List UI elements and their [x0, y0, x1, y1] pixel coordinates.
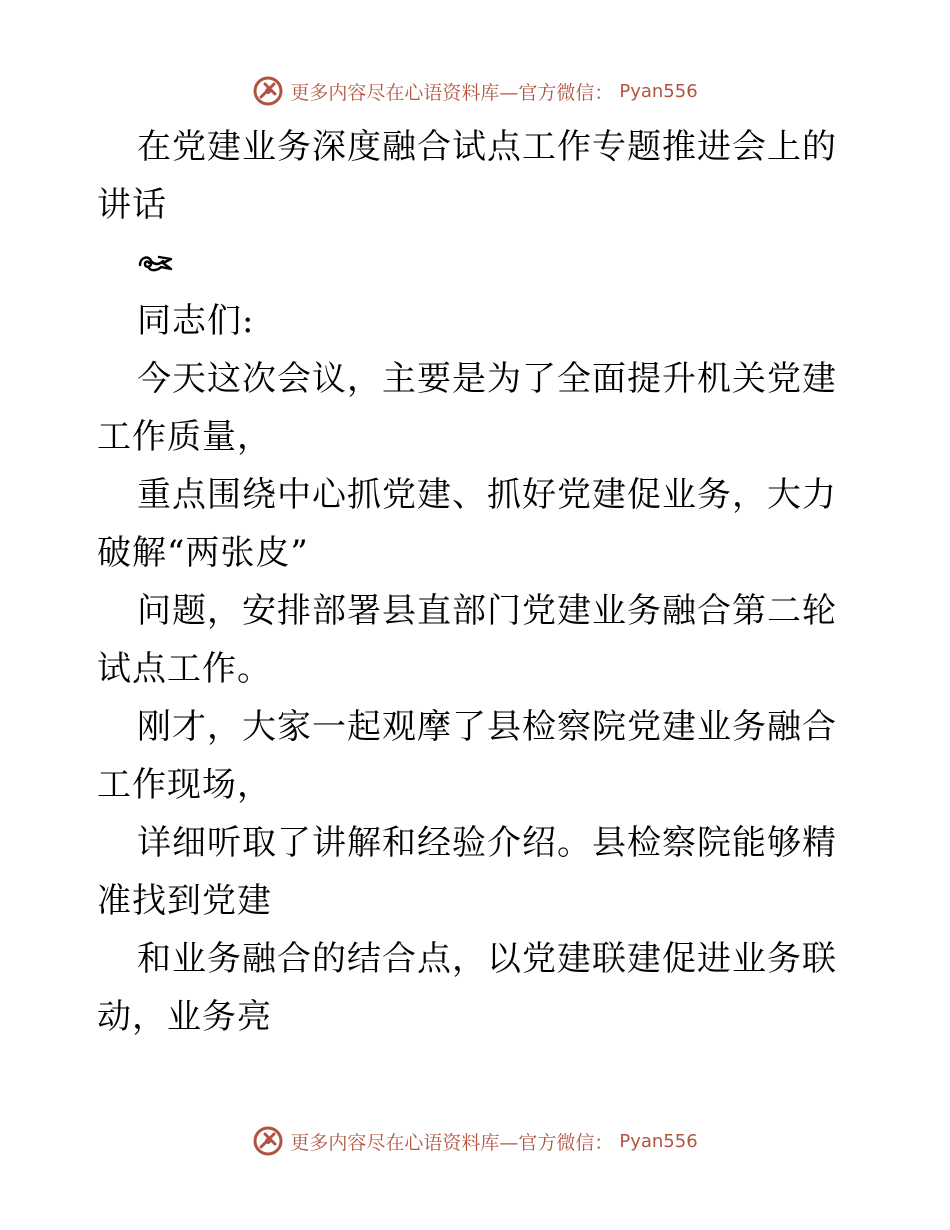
- watermark-wechat: Pyan556: [619, 1130, 698, 1152]
- watermark-wechat: Pyan556: [619, 80, 698, 102]
- seal-logo-icon: [252, 75, 284, 107]
- paragraph: 详细听取了讲解和经验介绍。县检察院能够精准找到党建: [97, 823, 837, 921]
- paragraph: 同志们:: [137, 301, 255, 341]
- paragraph: 问题，安排部署县直部门党建业务融合第二轮试点工作。: [97, 591, 837, 689]
- paragraph: 今天这次会议，主要是为了全面提升机关党建工作质量，: [97, 359, 837, 457]
- footer-watermark: [0, 1121, 950, 1161]
- seal-logo-icon: [252, 1125, 284, 1157]
- document-title: 在党建业务深度融合试点工作专题推进会上的讲话: [97, 127, 837, 225]
- fleuron-icon: [137, 251, 175, 275]
- header-watermark: [0, 71, 950, 111]
- paragraph-list: [97, 292, 857, 1046]
- document-body: [97, 118, 857, 1046]
- watermark-text: 更多内容尽在心语资料库—官方微信：: [290, 81, 614, 104]
- paragraph: 刚才，大家一起观摩了县检察院党建业务融合工作现场，: [97, 707, 837, 805]
- paragraph: 和业务融合的结合点，以党建联建促进业务联动，业务亮: [97, 939, 837, 1037]
- paragraph: 重点围绕中心抓党建、抓好党建促业务，大力破解“两张皮”: [97, 475, 837, 573]
- watermark-text: 更多内容尽在心语资料库—官方微信：: [290, 1131, 614, 1154]
- ornament-row: [97, 234, 857, 292]
